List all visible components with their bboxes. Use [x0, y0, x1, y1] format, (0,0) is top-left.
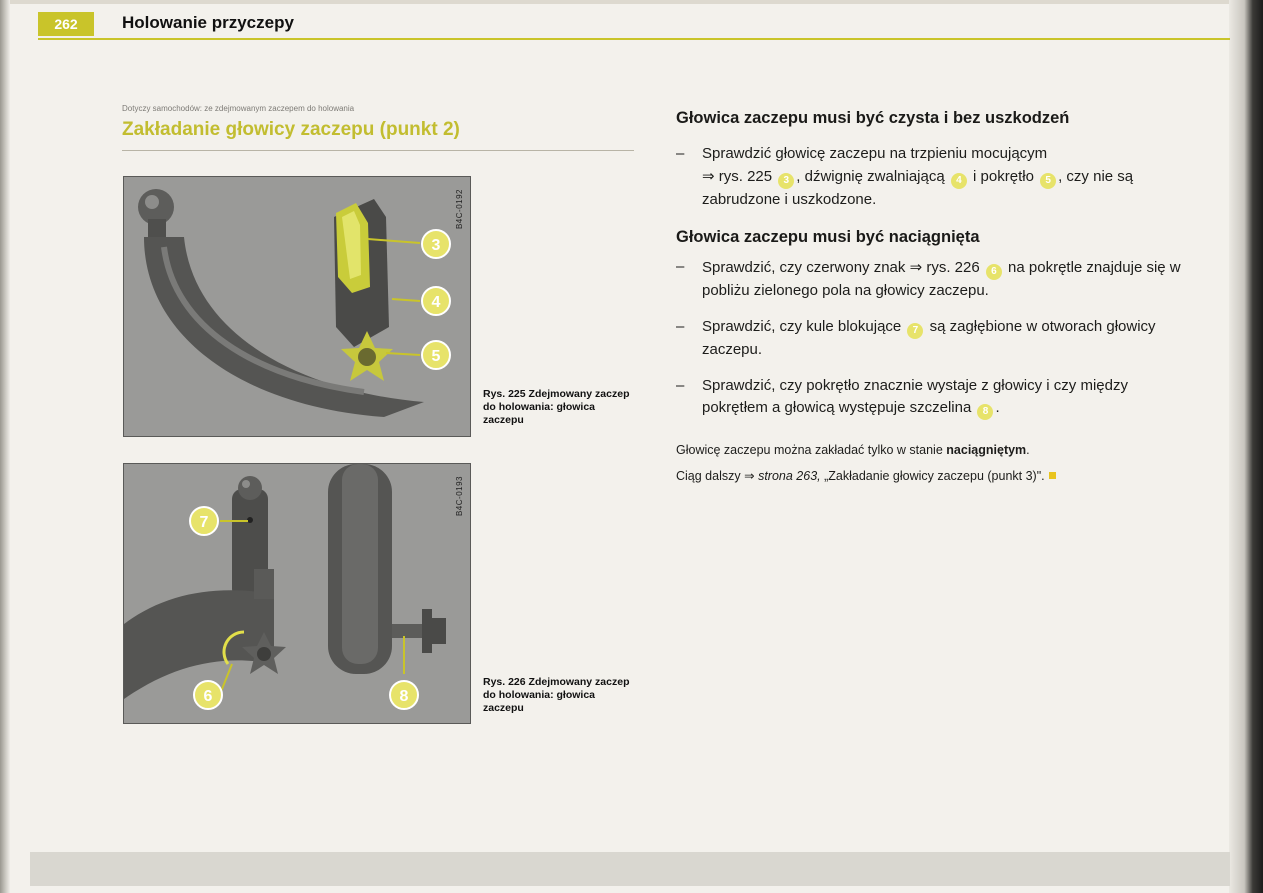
- callout-marker: 7: [907, 323, 923, 339]
- instruction-item: – Sprawdzić głowicę zaczepu na trzpieniu mocującym ⇒ rys. 225 3 , dźwignię zwalniającą 4 i pokrętło 5 , czy nie są zabrudzone i uszkodzone.: [676, 145, 1134, 208]
- chapter-title: Holowanie przyczepy: [122, 13, 294, 32]
- callout-marker: 5: [1040, 173, 1056, 189]
- list-dash: –: [676, 145, 685, 162]
- right-column: [676, 108, 1191, 485]
- instruction-item: – Sprawdzić, czy czerwony znak ⇒ rys. 226 6 na pokrętle znajduje się w pobliżu zielonego pola na głowicy zaczepu.: [676, 258, 1181, 299]
- figure-226: [123, 463, 471, 724]
- svg-text:3: 3: [431, 237, 441, 254]
- heading-tensioned: Głowica zaczepu musi być naciągnięta: [676, 228, 980, 246]
- reference-arrow-icon: ⇒: [909, 258, 923, 276]
- svg-text:7: 7: [199, 514, 209, 531]
- callout-3: [422, 230, 450, 258]
- list-dash: –: [676, 258, 685, 275]
- callout-marker: 8: [977, 404, 993, 420]
- figure-reference-link[interactable]: rys. 225: [718, 168, 773, 185]
- callout-6: [194, 681, 222, 709]
- instruction-item: – Sprawdzić, czy kule blokujące 7 są zagłębione w otworach głowicy zaczepu.: [676, 318, 1156, 358]
- callout-8: [390, 681, 418, 709]
- header-rule: [38, 38, 1230, 40]
- callout-7: [190, 507, 218, 535]
- callout-marker: 6: [986, 264, 1002, 280]
- figure-225: [123, 176, 471, 437]
- section-end-marker-icon: [1049, 472, 1056, 479]
- page-number-badge: 262: [38, 12, 94, 36]
- callout-5: [422, 341, 450, 369]
- list-dash: –: [676, 318, 685, 335]
- figure-caption-225: Rys. 225 Zdejmowany zaczep do holowania: głowica zaczepu: [483, 388, 630, 426]
- figure-code: B4C-0193: [455, 476, 464, 517]
- svg-text:5: 5: [431, 348, 441, 365]
- footer-band: [30, 852, 1230, 886]
- tow-hitch-illustration-226: [124, 464, 470, 723]
- svg-text:8: 8: [399, 688, 409, 705]
- applies-to-note: Dotyczy samochodów: ze zdejmowanym zaczepem do holowania: [122, 104, 355, 113]
- figure-reference-link[interactable]: rys. 226: [926, 259, 980, 276]
- tow-hitch-illustration-225: [124, 177, 470, 436]
- instruction-item: – Sprawdzić, czy pokrętło znacznie wystaje z głowicy i czy między pokrętłem a głowicą występuje szczelina 8 .: [676, 375, 1191, 420]
- callout-4: [422, 287, 450, 315]
- continuation-note: Ciąg dalszy ⇒ strona 263, „Zakładanie głowicy zaczepu (punkt 3)".: [676, 467, 1191, 485]
- section-rule: [122, 150, 634, 151]
- figure-caption-226: Rys. 226 Zdejmowany zaczep do holowania: głowica zaczepu: [483, 676, 630, 714]
- list-dash: –: [676, 377, 685, 394]
- callout-marker: 3: [778, 173, 794, 189]
- figure-code: B4C-0192: [455, 189, 464, 230]
- reference-arrow-icon: ⇒: [744, 468, 755, 483]
- reference-arrow-icon: ⇒: [702, 167, 715, 185]
- top-edge: [0, 0, 1263, 4]
- tensioned-note: Głowicę zaczepu można zakładać tylko w stanie naciągniętym.: [676, 443, 1030, 457]
- page-reference-link[interactable]: strona 263,: [758, 469, 821, 483]
- svg-text:4: 4: [431, 294, 441, 311]
- svg-text:6: 6: [203, 688, 213, 705]
- callout-marker: 4: [951, 173, 967, 189]
- page-binding-left: [0, 0, 10, 893]
- heading-clean-undamaged: Głowica zaczepu musi być czysta i bez uszkodzeń: [676, 109, 1070, 127]
- section-title: Zakładanie głowicy zaczepu (punkt 2): [122, 119, 460, 140]
- page-binding-right: [1229, 0, 1263, 893]
